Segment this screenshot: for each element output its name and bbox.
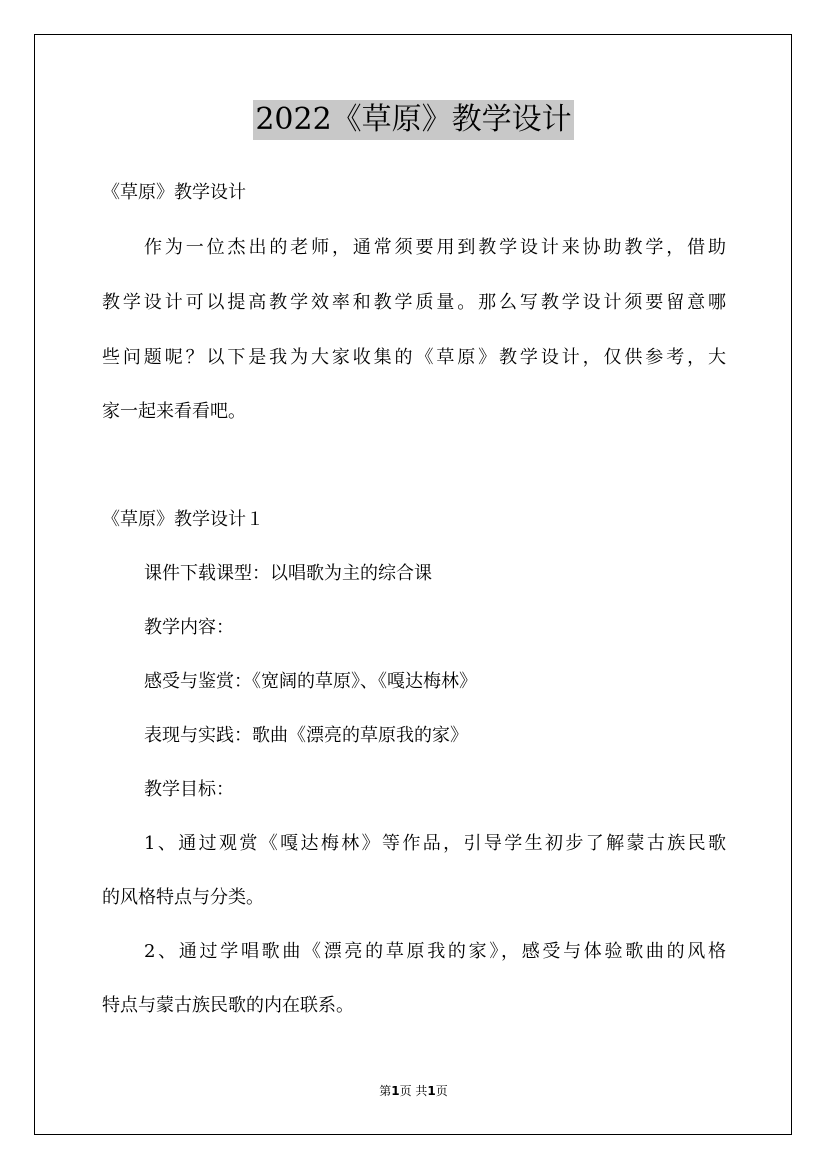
footer-page-current: 1 (391, 1084, 400, 1098)
document-title: 2022《草原》教学设计 (253, 100, 573, 140)
course-type: 课件下载课型：以唱歌为主的综合课 (144, 563, 432, 584)
section-heading: 《草原》教学设计１ (102, 509, 264, 530)
goal2-line-2: 特点与蒙古族民歌的内在联系。 (102, 995, 354, 1016)
footer-page-prefix: 第 (379, 1084, 392, 1098)
page-footer (0, 1083, 827, 1099)
footer-page-suffix: 页 (435, 1084, 448, 1098)
subtitle: 《草原》教学设计 (102, 182, 246, 203)
practice-line: 表现与实践：歌曲《漂亮的草原我的家》 (144, 725, 468, 746)
intro-line-2: 教学设计可以提高教学效率和教学质量。那么写教学设计须要留意哪 (102, 292, 726, 313)
appreciation-line: 感受与鉴赏：《宽阔的草原》、《嘎达梅林》 (144, 671, 477, 692)
intro-line-4: 家一起来看看吧。 (102, 401, 246, 422)
intro-line-1: 作为一位杰出的老师，通常须要用到教学设计来协助教学，借助 (144, 237, 726, 258)
footer-page-mid: 页 共 (399, 1084, 428, 1098)
content-label: 教学内容： (144, 617, 234, 638)
goals-label: 教学目标： (144, 779, 234, 800)
goal1-line-1: 1、通过观赏《嘎达梅林》等作品，引导学生初步了解蒙古族民歌 (144, 833, 726, 854)
goal2-line-1: 2、通过学唱歌曲《漂亮的草原我的家》，感受与体验歌曲的风格 (144, 941, 726, 962)
goal1-line-2: 的风格特点与分类。 (102, 887, 264, 908)
footer-page-total: 1 (427, 1084, 436, 1098)
title-container (0, 100, 827, 140)
intro-line-3: 些问题呢？以下是我为大家收集的《草原》教学设计，仅供参考，大 (102, 347, 726, 368)
